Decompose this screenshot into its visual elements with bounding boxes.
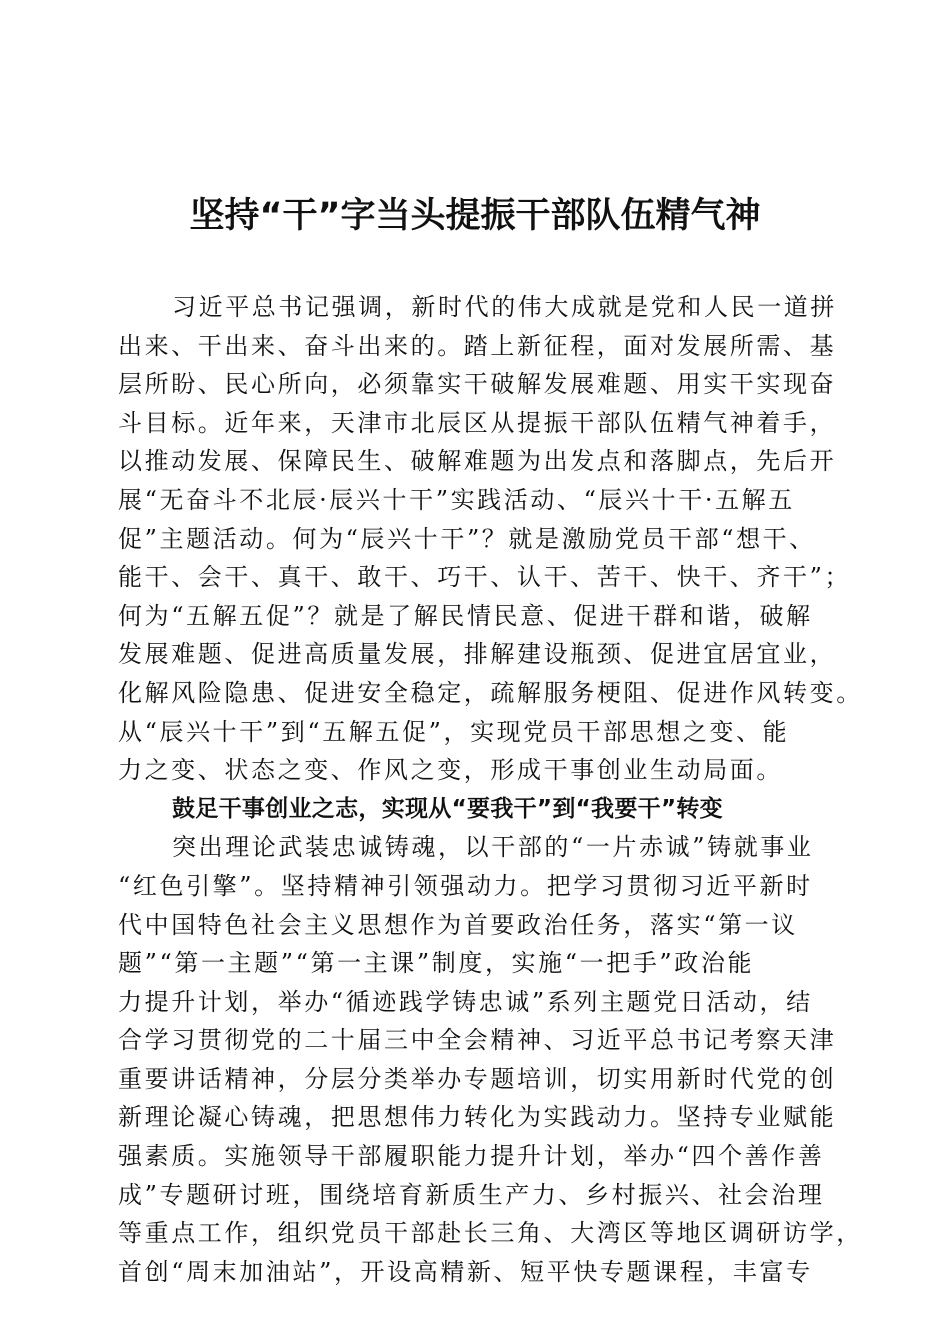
paragraph-1-line: 层所盼、民心所向，必须靠实干破解发展难题、用实干实现奋 — [118, 370, 837, 399]
paragraph-1-line: 能干、会干、真干、敢干、巧干、认干、苦干、快干、齐干”； — [118, 563, 852, 592]
paragraph-2-line: 题”“第一主题”“第一主课”制度，实施“一把手”政治能 — [118, 949, 755, 978]
paragraph-2-line: 力提升计划，举办“循迹践学铸忠诚”系列主题党日活动，结 — [118, 987, 813, 1016]
paragraph-1-line: 以推动发展、保障民生、破解难题为出发点和落脚点，先后开 — [118, 447, 837, 476]
section-subheading: 鼓足干事创业之志，实现从“要我干”到“我要干”转变 — [172, 795, 723, 822]
paragraph-1-line: 化解风险隐患、促进安全稳定，疏解服务梗阻、促进作风转变。 — [118, 678, 863, 707]
paragraph-1-line: 何为“五解五促”？就是了解民情民意、促进干群和谐，破解 — [118, 601, 813, 630]
paragraph-1-line: 出来、干出来、奋斗出来的。踏上新征程，面对发展所需、基 — [118, 331, 837, 360]
paragraph-2-line: 首创“周末加油站”，开设高精新、短平快专题课程，丰富专 — [118, 1257, 813, 1286]
paragraph-1-line: 发展难题、促进高质量发展，排解建设瓶颈、促进宜居宜业， — [118, 640, 837, 669]
paragraph-2-line: 等重点工作，组织党员干部赴长三角、大湾区等地区调研访学， — [118, 1219, 863, 1248]
document-body — [118, 288, 863, 1291]
paragraph-2-line: “红色引擎”。坚持精神引领强动力。把学习贯彻习近平新时 — [118, 871, 813, 900]
paragraph-2-line: 突出理论武装忠诚铸魂，以干部的“一片赤诚”铸就事业 — [172, 833, 814, 862]
paragraph-1-line: 展“无奋斗不北辰·辰兴十干”实践活动、“辰兴十干·五解五 — [118, 485, 795, 514]
paragraph-1-line: 斗目标。近年来，天津市北辰区从提振干部队伍精气神着手， — [118, 408, 837, 437]
paragraph-2-line: 成”专题研讨班，围绕培育新质生产力、乡村振兴、社会治理 — [118, 1180, 825, 1209]
paragraph-2-line: 新理论凝心铸魂，把思想伟力转化为实践动力。坚持专业赋能 — [118, 1103, 837, 1132]
paragraph-1-line: 习近平总书记强调，新时代的伟大成就是党和人民一道拼 — [172, 293, 837, 321]
paragraph-1-line: 从“辰兴十干”到“五解五促”，实现党员干部思想之变、能 — [118, 717, 790, 746]
paragraph-2-line: 强素质。实施领导干部履职能力提升计划，举办“四个善作善 — [118, 1142, 825, 1171]
paragraph-2-line: 代中国特色社会主义思想作为首要政治任务，落实“第一议 — [118, 910, 798, 939]
paragraph-1-line: 促”主题活动。何为“辰兴十干”？就是激励党员干部“想干、 — [118, 524, 816, 553]
paragraph-1-line: 力之变、状态之变、作风之变，形成干事创业生动局面。 — [118, 756, 783, 785]
document-title: 坚持“干”字当头提振干部队伍精气神 — [189, 196, 761, 236]
paragraph-2-line: 重要讲话精神，分层分类举办专题培训，切实用新时代党的创 — [118, 1064, 837, 1093]
paragraph-2-line: 合学习贯彻党的二十届三中全会精神、习近平总书记考察天津 — [118, 1026, 837, 1055]
